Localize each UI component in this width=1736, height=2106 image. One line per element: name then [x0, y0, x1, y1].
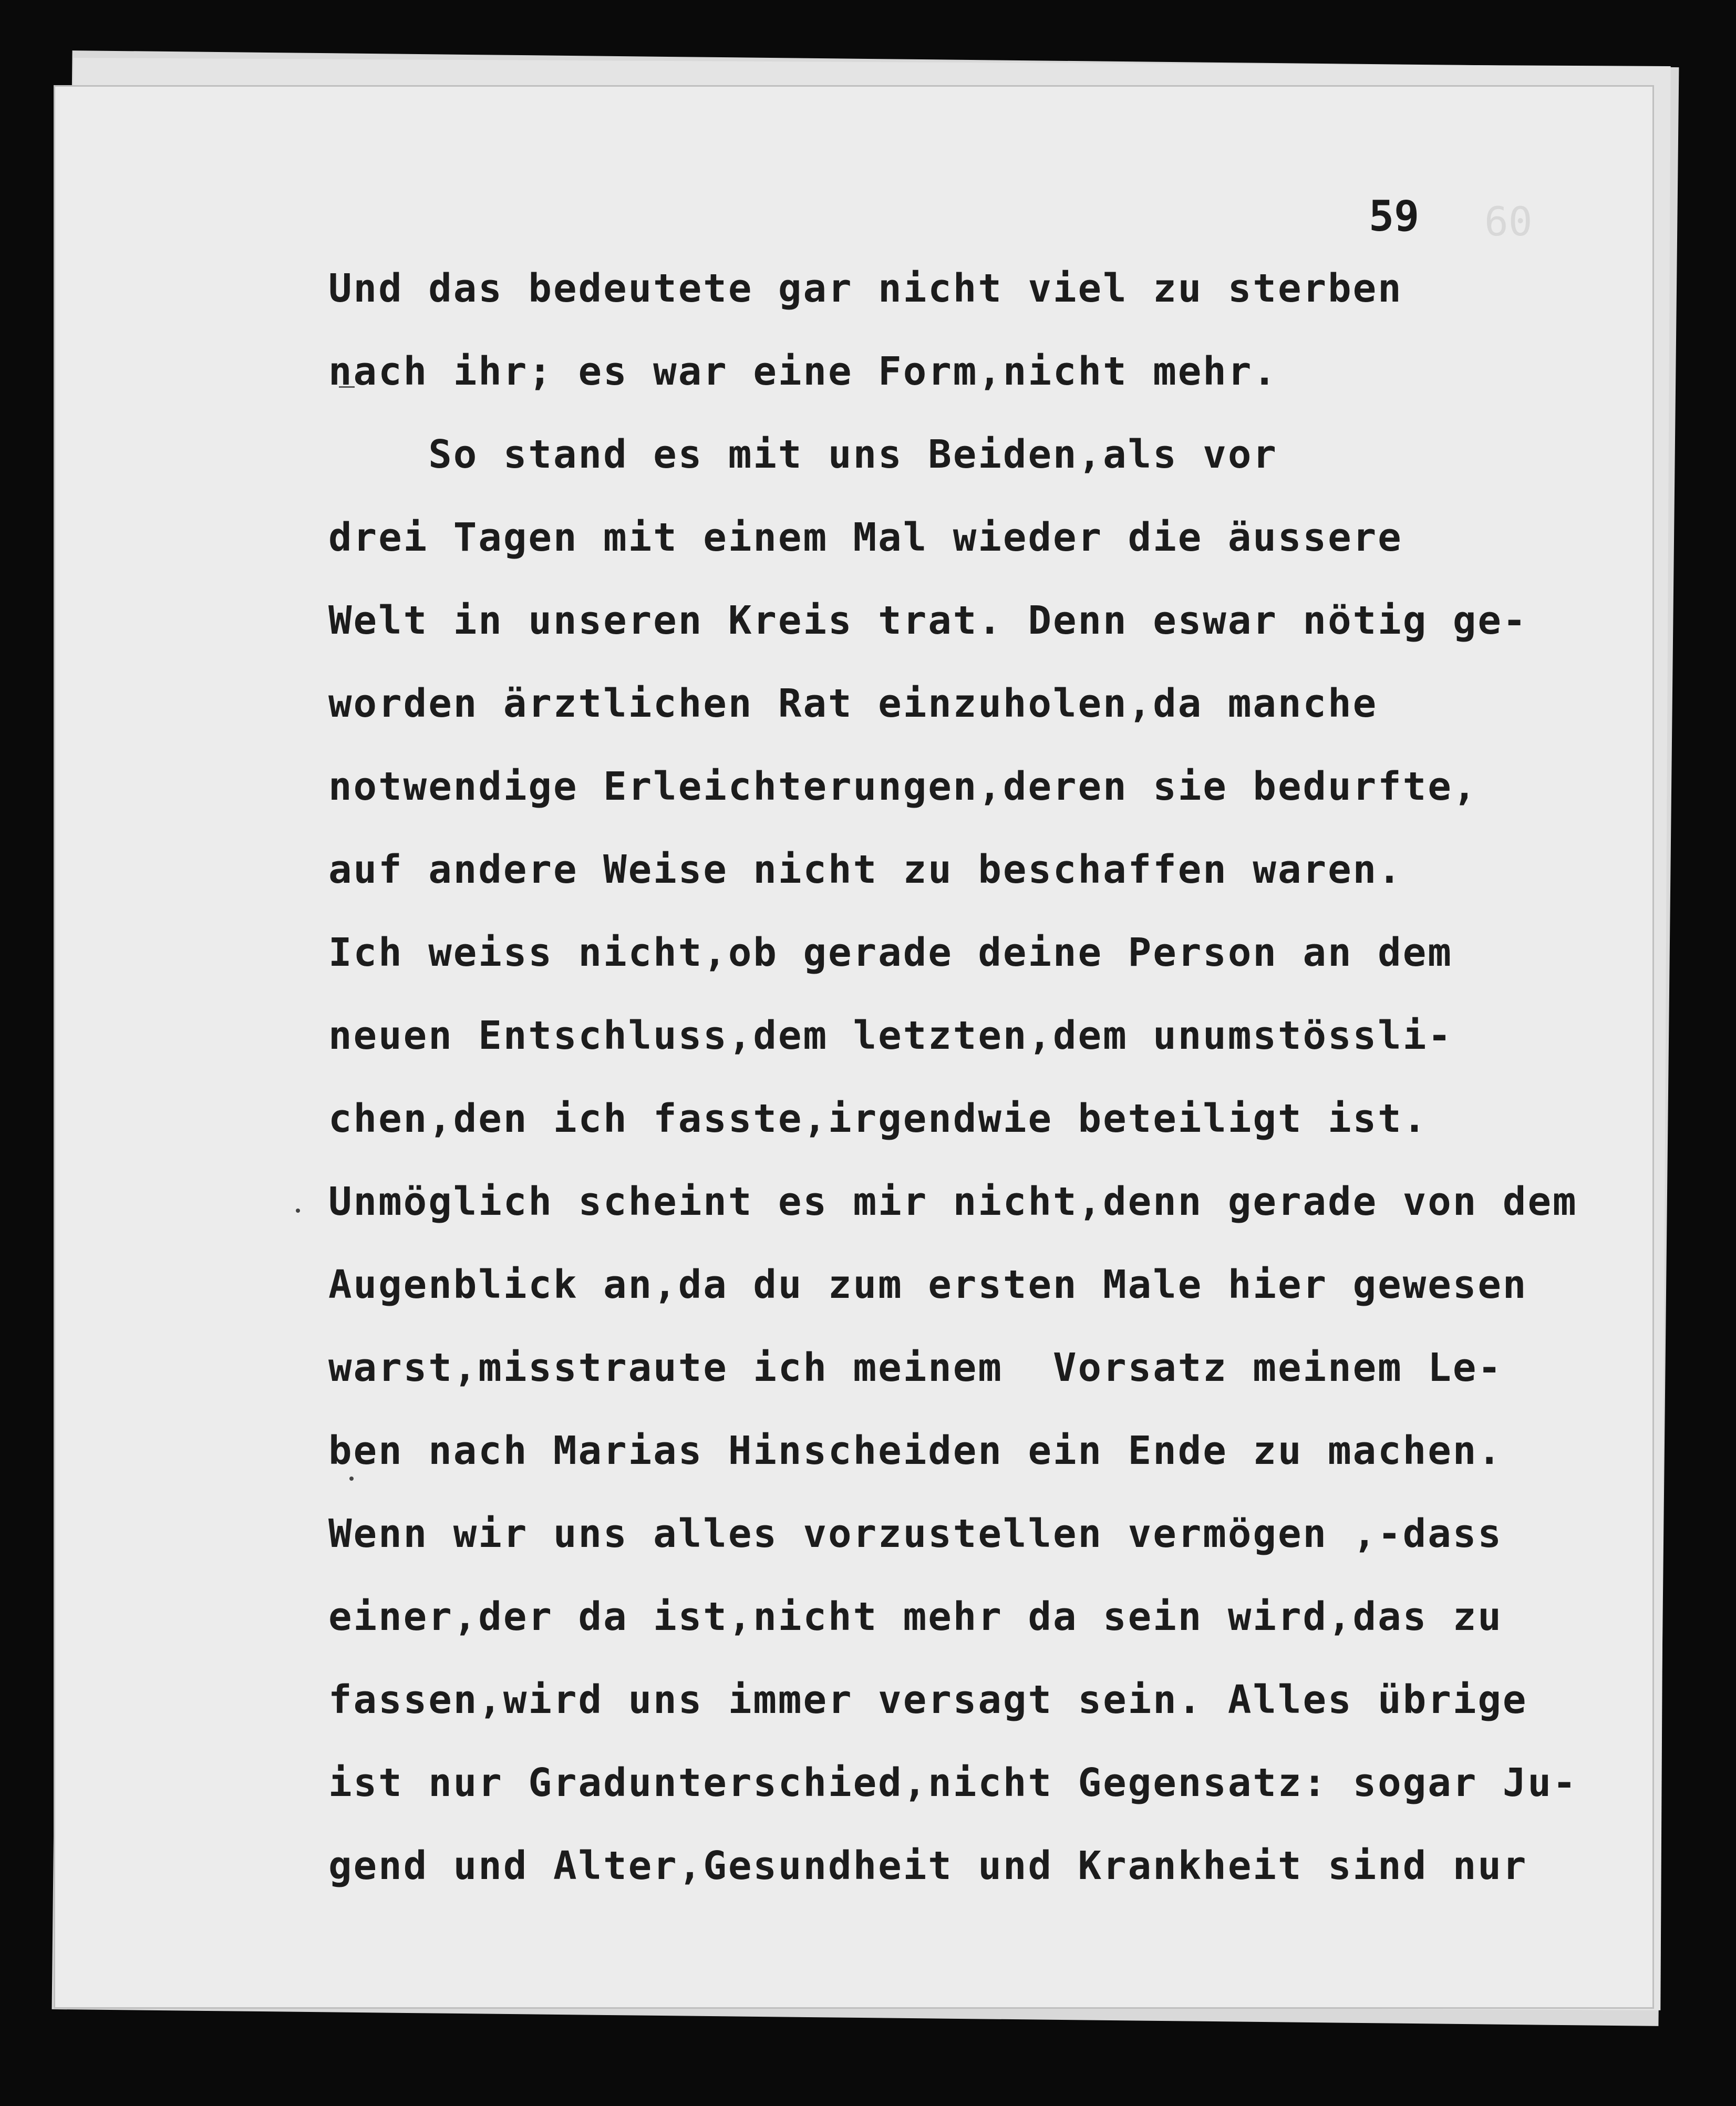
page-number: 59 — [1369, 192, 1420, 241]
text-line: Und das bedeutete gar nicht viel zu sterben — [328, 266, 1403, 311]
text-line: Augenblick an,da du zum ersten Male hier gewesen — [328, 1262, 1528, 1307]
text-line: fassen,wird uns immer versagt sein. Alles übrige — [328, 1677, 1528, 1722]
text-line: Ich weiss nicht,ob gerade deine Person an dem — [328, 930, 1453, 975]
ghost-page-number: 60 — [1484, 198, 1533, 245]
text-line: drei Tagen mit einem Mal wieder die äussere — [328, 515, 1403, 560]
text-line: ben nach Marias Hinscheiden ein Ende zu machen. — [328, 1428, 1503, 1473]
margin-dot — [296, 1209, 300, 1213]
text-line: auf andere Weise nicht zu beschaffen waren. — [328, 847, 1403, 892]
text-line: worden ärztlichen Rat einzuholen,da manche — [328, 681, 1378, 726]
body-text — [328, 247, 1642, 1907]
text-line: Welt in unseren Kreis trat. Denn eswar nötig ge- — [328, 598, 1528, 643]
text-line: nach ihr; es war eine Form,nicht mehr. — [328, 349, 1278, 394]
text-line: notwendige Erleichterungen,deren sie bedurfte, — [328, 764, 1478, 809]
text-line: neuen Entschluss,dem letzten,dem unumstössli- — [328, 1013, 1453, 1058]
text-line: So stand es mit uns Beiden,als vor — [328, 432, 1278, 477]
text-line: warst,misstraute ich meinem Vorsatz meinem Le- — [328, 1345, 1503, 1390]
text-line: Unmöglich scheint es mir nicht,denn gerade von dem — [328, 1179, 1578, 1224]
text-line: Wenn wir uns alles vorzustellen vermögen ,-dass — [328, 1511, 1503, 1556]
text-line: gend und Alter,Gesundheit und Krankheit sind nur — [328, 1843, 1528, 1888]
text-line: chen,den ich fasste,irgendwie beteiligt ist. — [328, 1096, 1428, 1141]
text-line: einer,der da ist,nicht mehr da sein wird,das zu — [328, 1594, 1503, 1639]
text-line: ist nur Gradunterschied,nicht Gegensatz: sogar Ju- — [328, 1760, 1578, 1805]
